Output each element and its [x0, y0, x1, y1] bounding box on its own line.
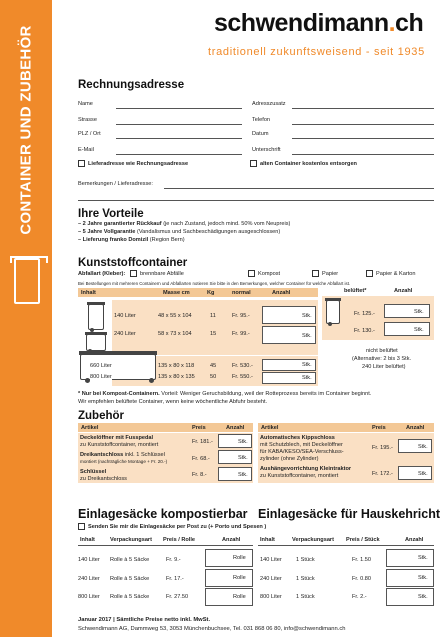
- row-price: Fr. 95.-: [232, 313, 250, 319]
- sidebar: [0, 0, 52, 637]
- qty-unit: Stk.: [238, 455, 248, 461]
- field-label: Strasse: [78, 117, 97, 123]
- accessory-price: Fr. 68.-: [192, 456, 210, 462]
- bag-qty-input[interactable]: [205, 588, 253, 606]
- qty-unit: Stk.: [418, 555, 428, 561]
- accessory-price: Fr. 8.-: [192, 472, 207, 478]
- bag-qty-input[interactable]: [205, 549, 253, 567]
- advantage-item: – Lieferung franko Domizil (Region Bern): [78, 237, 185, 243]
- col-header: Preis / Rolle: [163, 537, 196, 543]
- remarks-field-2[interactable]: [78, 200, 434, 201]
- col-header: Preis / Stück: [346, 537, 380, 543]
- qty-unit: Stk.: [238, 472, 248, 478]
- remarks-label: Bemerkungen / Lieferadresse:: [78, 181, 153, 187]
- vent-header: belüftet*: [344, 288, 367, 294]
- qty-unit: Stk.: [418, 471, 428, 477]
- accessory-sub: mit Schutzblech, mit Deckelöffner: [260, 442, 343, 448]
- zip-city-field[interactable]: [116, 138, 242, 139]
- qty-unit: Stk.: [418, 444, 428, 450]
- logo: schwendimann.ch: [214, 9, 424, 37]
- bag-inhalt: 800 Liter: [78, 594, 100, 600]
- col-header: Inhalt: [80, 537, 95, 543]
- field-label: E-Mail: [78, 147, 94, 153]
- waste-paper-card-checkbox[interactable]: [366, 270, 373, 277]
- col-header: Artikel: [81, 425, 99, 431]
- accessory-sub: zu Kunststoffcontainer, montiert: [80, 442, 159, 448]
- bag-qty-input[interactable]: [205, 569, 253, 587]
- email-field[interactable]: [116, 154, 242, 155]
- advantages-title: Ihre Vorteile: [78, 208, 144, 220]
- col-header: Preis: [192, 425, 206, 431]
- bin-240-icon: [86, 334, 106, 351]
- vent-price: Fr. 125.-: [354, 311, 375, 317]
- accessory-name: Dreikantschloss inkl. 1 Schlüssel: [80, 452, 165, 458]
- address-extra-field[interactable]: [292, 108, 434, 109]
- accessories-title: Zubehör: [78, 410, 124, 422]
- row-inhalt: 240 Liter: [114, 331, 136, 337]
- row-masse: 48 x 55 x 104: [158, 313, 192, 319]
- bag-pack: Rolle à 5 Säcke: [110, 557, 150, 563]
- divider: [78, 545, 253, 546]
- not-vent-text: (Alternative: 2 bis 3 Stk.: [352, 356, 412, 362]
- mail-bags-label: Senden Sie mir die Einlagesäcke per Post zu (+ Porto und Spesen ): [88, 524, 267, 530]
- field-label: Name: [78, 101, 93, 107]
- col-header: Anzahl: [222, 537, 241, 543]
- bags-house-title: Einlagesäcke für Hauskehricht: [258, 507, 441, 521]
- qty-unit: Rolle: [233, 555, 246, 561]
- bag-price: Fr. 9.-: [166, 557, 181, 563]
- waste-burnable-checkbox[interactable]: [130, 270, 137, 277]
- street-field[interactable]: [116, 124, 242, 125]
- col-header: Kg: [207, 290, 215, 296]
- qty-unit: Rolle: [233, 575, 246, 581]
- vent-price: Fr. 130.-: [354, 328, 375, 334]
- field-label: Unterschrift: [252, 147, 281, 153]
- col-header: Anzahl: [272, 290, 291, 296]
- vent-bin-icon: [326, 300, 340, 324]
- signature-field[interactable]: [292, 154, 434, 155]
- accessory-price: Fr. 172.-: [372, 471, 393, 477]
- field-label: Datum: [252, 131, 269, 137]
- col-header: Verpackungsart: [292, 537, 334, 543]
- qty-unit: Stk.: [302, 375, 312, 381]
- accessory-name: Automatisches Kippschloss: [260, 435, 335, 441]
- field-label: PLZ / Ort: [78, 131, 101, 137]
- accessory-price: Fr. 181.-: [192, 439, 213, 445]
- bin-140-icon: [88, 304, 104, 330]
- bag-pack: Rolle à 5 Säcke: [110, 576, 150, 582]
- row-price: Fr. 99.-: [232, 331, 250, 337]
- not-vent-text: 240 Liter belüftet): [362, 364, 406, 370]
- qty-unit: Stk.: [418, 575, 428, 581]
- col-header: Artikel: [261, 425, 279, 431]
- qty-unit: Rolle: [233, 594, 246, 600]
- col-header: Anzahl: [405, 537, 424, 543]
- accessory-sub: für KABA/KESO/SEA-Verschluss-: [260, 449, 344, 455]
- name-field[interactable]: [116, 108, 242, 109]
- bag-price: Fr. 0.80: [352, 576, 371, 582]
- col-header: Verpackungsart: [110, 537, 152, 543]
- row-kg: 15: [210, 331, 217, 337]
- col-header: Anzahl: [406, 425, 425, 431]
- accessory-name: Aushängevorrichtung Kleintraktor: [260, 466, 352, 472]
- container-icon: [14, 258, 40, 304]
- bag-price: Fr. 17.-: [166, 576, 184, 582]
- col-header: Anzahl: [226, 425, 245, 431]
- vent-anzahl-header: Anzahl: [394, 288, 413, 294]
- row-price: Fr. 530.-: [232, 363, 253, 369]
- divider: [258, 545, 434, 546]
- bag-price: Fr. 2.-: [352, 594, 367, 600]
- accessory-sub: montiert (nachträgliche Montage + Fr. 20.-): [80, 459, 168, 464]
- bag-inhalt: 140 Liter: [260, 557, 282, 563]
- row-inhalt: 800 Liter: [90, 374, 112, 380]
- dispose-old-checkbox[interactable]: [250, 160, 257, 167]
- field-label: Telefon: [252, 117, 271, 123]
- bag-price: Fr. 27.50: [166, 594, 189, 600]
- col-header: Inhalt: [260, 537, 275, 543]
- col-header: Masse cm: [163, 290, 190, 296]
- sidebar-title: CONTAINER UND ZUBEHÖR: [17, 25, 35, 235]
- bag-inhalt: 240 Liter: [260, 576, 282, 582]
- advantage-item: – 5 Jahre Vollgarantie (Vandalismus und Sachbeschädigungen ausgeschlossen): [78, 229, 281, 235]
- date-field[interactable]: [292, 138, 434, 139]
- containers-note: Bei Bestellungen mit mehreren Containern und Abfallarten notieren Sie bitte in den Bemerkungen, welcher Container für welche Abfallart ist.: [78, 281, 351, 286]
- waste-paper-checkbox[interactable]: [312, 270, 319, 277]
- not-vent-text: nicht belüftet: [366, 348, 398, 354]
- waste-compost-checkbox[interactable]: [248, 270, 255, 277]
- bag-pack: Rolle à 5 Säcke: [110, 594, 150, 600]
- row-masse: 135 x 80 x 135: [158, 374, 195, 380]
- row-kg: 50: [210, 374, 217, 380]
- same-address-checkbox[interactable]: [78, 160, 85, 167]
- col-header: Inhalt: [81, 290, 96, 296]
- col-header: normal: [232, 290, 251, 296]
- row-inhalt: 660 Liter: [90, 363, 112, 369]
- accessory-sub: zylinder (ohne Zylinder): [260, 456, 319, 462]
- accessory-price: Fr. 195.-: [372, 445, 393, 451]
- row-masse: 58 x 73 x 104: [158, 331, 192, 337]
- bag-price: Fr. 1.50: [352, 557, 371, 563]
- qty-unit: Stk.: [302, 313, 312, 319]
- waste-type-label: Abfallart (Kleber):: [78, 271, 126, 277]
- mail-bags-checkbox[interactable]: [78, 523, 85, 530]
- bag-pack: 1 Stück: [296, 576, 315, 582]
- waste-type-option: Papier & Karton: [376, 271, 416, 277]
- waste-type-option: brennbare Abfälle: [140, 271, 184, 277]
- row-kg: 11: [210, 313, 216, 319]
- qty-unit: Stk.: [302, 333, 312, 339]
- dispose-old-label: alten Container kostenlos entsorgen: [260, 161, 357, 167]
- accessory-sub: zu Dreikantschloss: [80, 476, 127, 482]
- remarks-field[interactable]: [164, 188, 434, 189]
- row-price: Fr. 550.-: [232, 374, 253, 380]
- col-header: Preis: [372, 425, 386, 431]
- bags-compost-title: Einlagesäcke kompostierbar: [78, 507, 248, 521]
- waste-type-option: Kompost: [258, 271, 281, 277]
- footnote-2: Wir empfehlen belüftete Container, wenn keine wöchentliche Abfuhr besteht.: [78, 399, 268, 405]
- accessory-sub: zu Kunststoffcontainer, montiert: [260, 473, 339, 479]
- waste-type-option: Papier: [322, 271, 339, 277]
- bag-inhalt: 140 Liter: [78, 557, 100, 563]
- row-masse: 135 x 80 x 118: [158, 363, 195, 369]
- bag-pack: 1 Stück: [296, 557, 315, 563]
- advantage-item: – 2 Jahre garantierter Rückkauf (je nach Zustand, jedoch mind. 50% vom Neupreis): [78, 221, 291, 227]
- accessory-name: Deckelöffner mit Fusspedal: [80, 435, 154, 441]
- footnote: * Nur bei Kompost-Containern. Vorteil: Weniger Geruchsbildung, weil der Rotteprozess bereits im Container beginnt.: [78, 391, 372, 397]
- containers-title: Kunststoffcontainer: [78, 257, 188, 269]
- field-label: Adresszusatz: [252, 101, 286, 107]
- bag-inhalt: 240 Liter: [78, 576, 100, 582]
- qty-unit: Stk.: [418, 594, 428, 600]
- qty-unit: Stk.: [414, 309, 424, 315]
- qty-unit: Stk.: [414, 327, 424, 333]
- footer-line1: Januar 2017 | Sämtliche Preise netto inkl. MwSt.: [78, 617, 211, 623]
- accessory-name: Schlüssel: [80, 469, 107, 475]
- billing-title: Rechnungsadresse: [78, 79, 185, 91]
- footer-line2: Schwendimann AG, Dammweg 53, 3053 Münchenbuchsee, Tel. 031 868 06 80, info@schwendimann.ch: [78, 626, 346, 632]
- qty-unit: Stk.: [302, 362, 312, 368]
- row-inhalt: 140 Liter: [114, 313, 136, 319]
- qty-unit: Stk.: [238, 439, 248, 445]
- row-kg: 45: [210, 363, 217, 369]
- phone-field[interactable]: [292, 124, 434, 125]
- tagline: traditionell zukunftsweisend - seit 1935: [208, 46, 425, 58]
- bag-pack: 1 Stück: [296, 594, 315, 600]
- bag-inhalt: 800 Liter: [260, 594, 282, 600]
- same-address-label: Lieferadresse wie Rechnungsadresse: [88, 161, 189, 167]
